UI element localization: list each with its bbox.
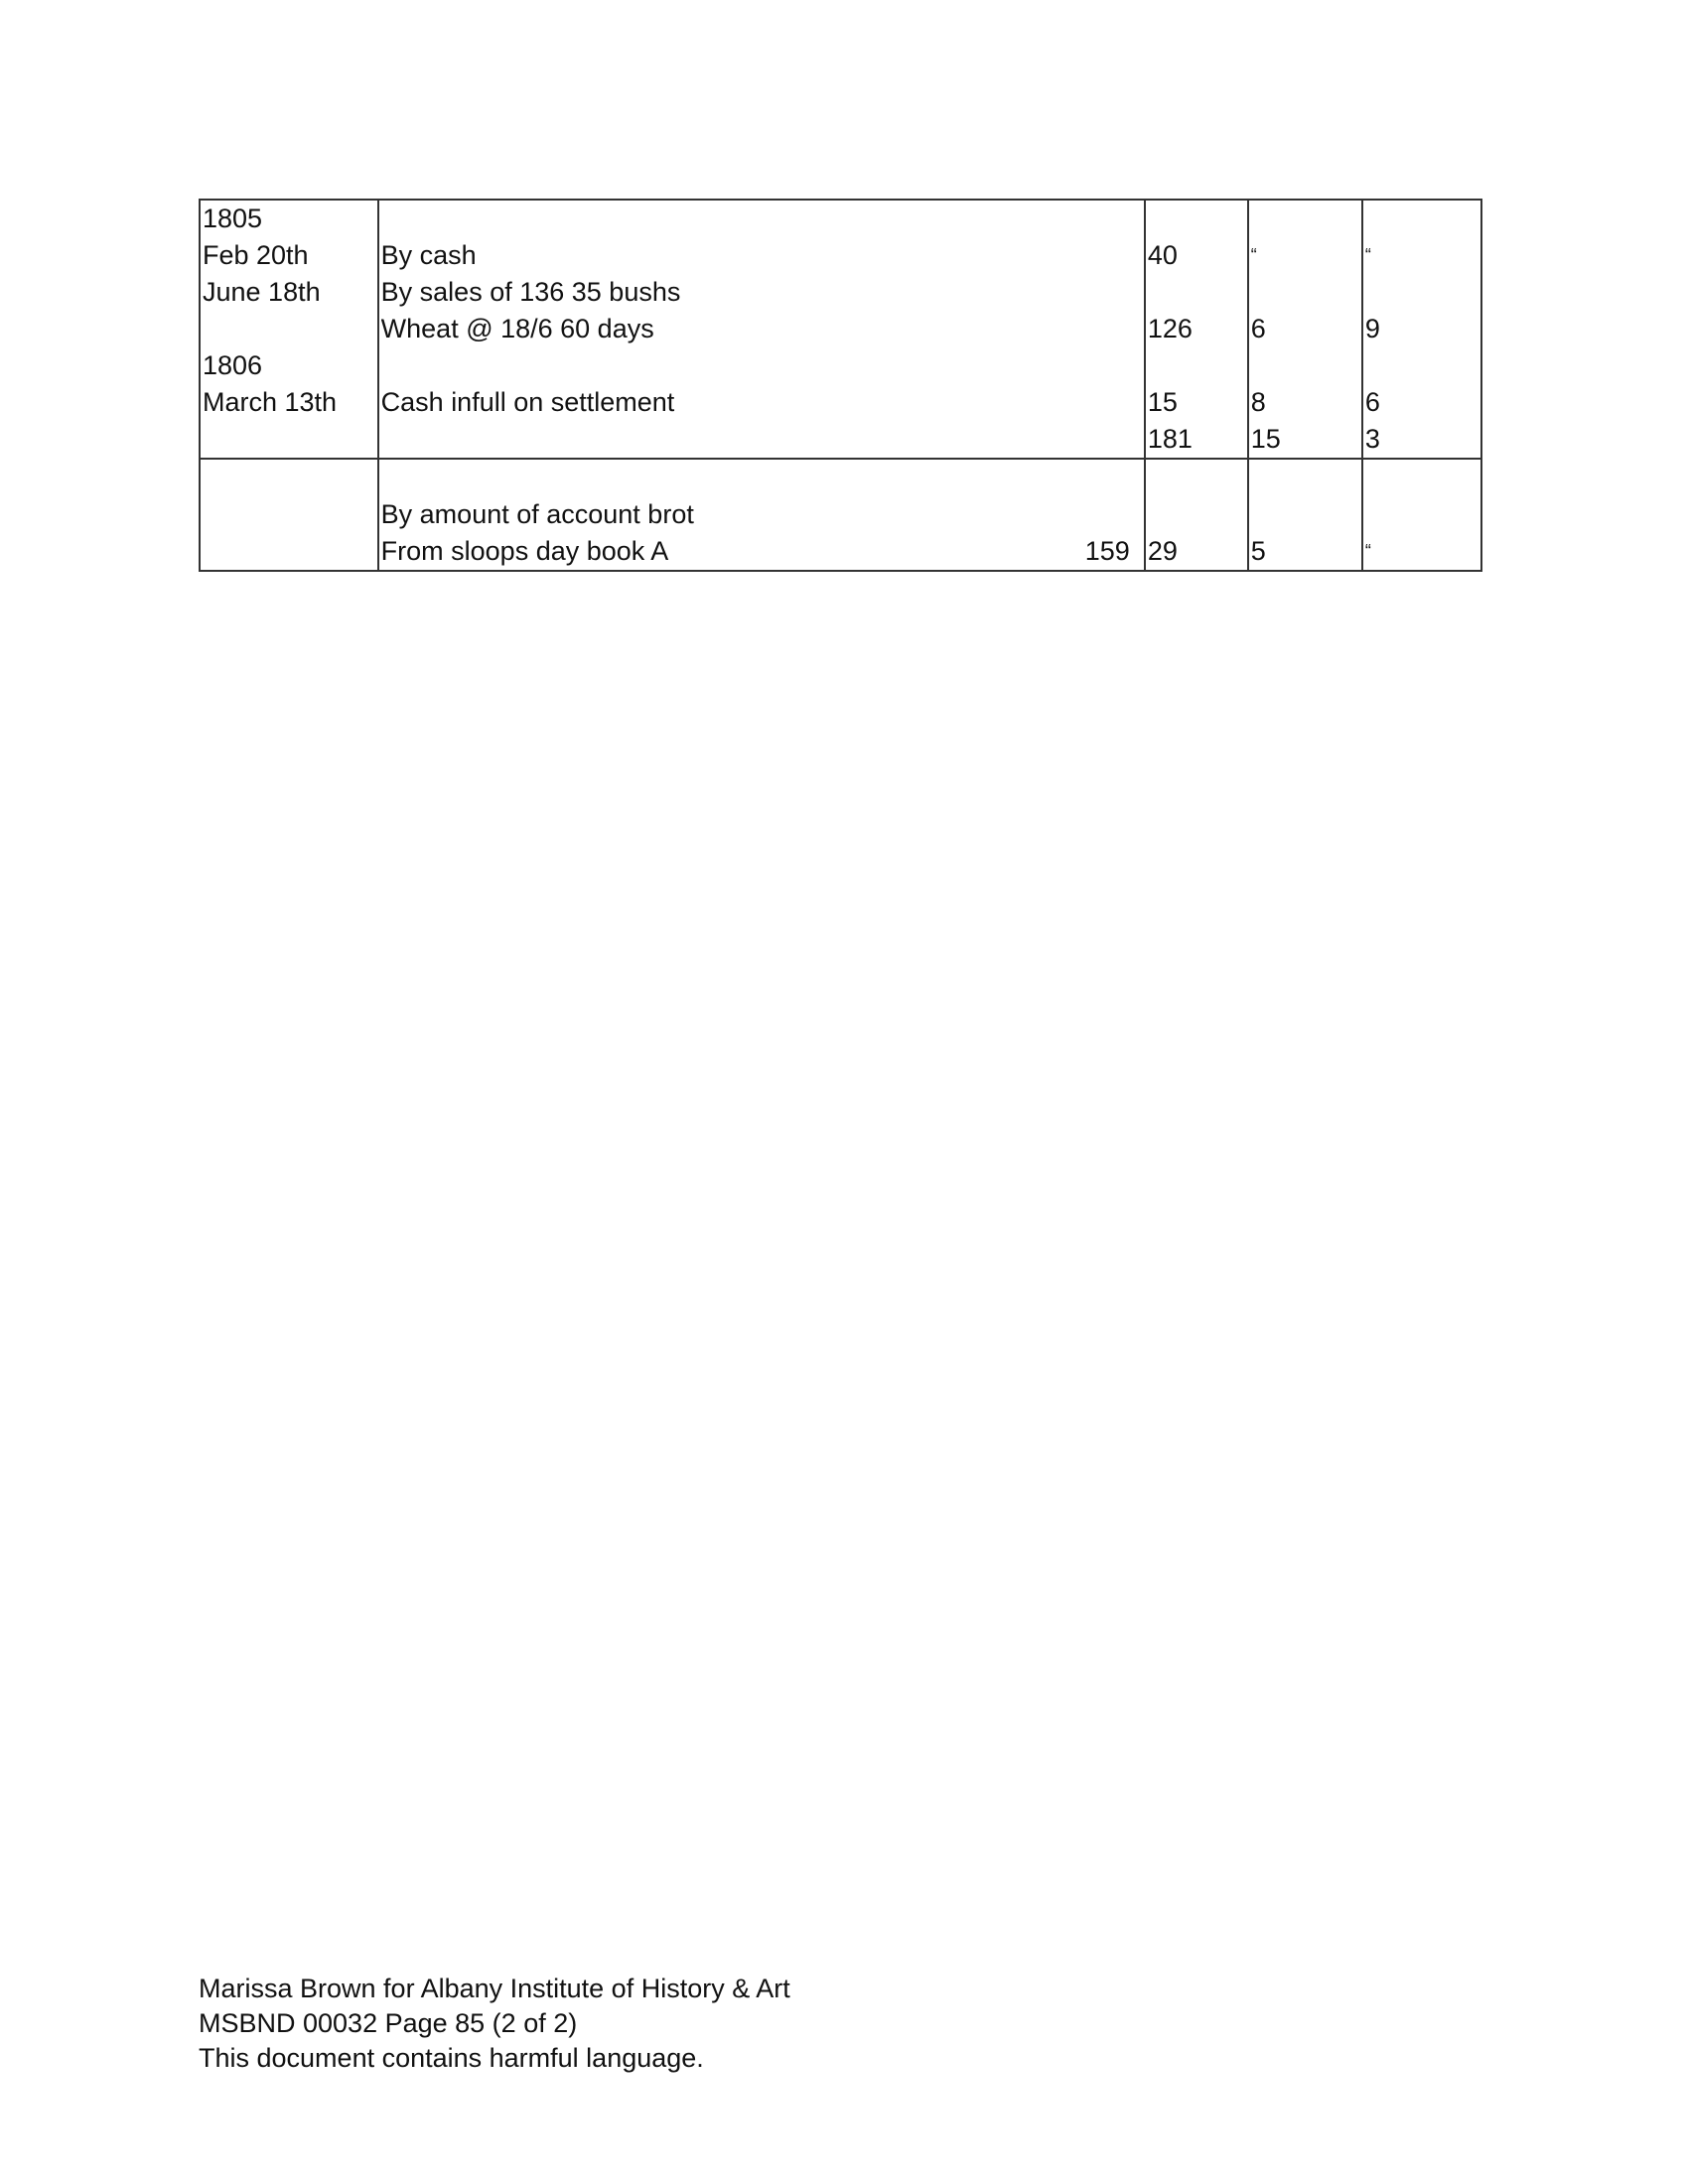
shillings-value: 6 [1250,314,1266,343]
ledger-row-carried [200,459,1481,571]
description-text: From sloops day book A [380,536,669,566]
footer-credit: Marissa Brown for Albany Institute of History & Art [199,1974,790,2003]
pence-value: 9 [1364,314,1380,343]
pence-total: 3 [1364,424,1380,454]
pence-value: 6 [1364,387,1380,417]
date-cell [200,459,378,571]
pounds-value: 40 [1147,240,1178,270]
date-line [203,311,377,347]
transcription-footer [199,1972,790,2076]
shillings-value [1251,347,1361,384]
description-line: Wheat @ 18/6 60 days [380,314,654,343]
date-line: Feb 20th [203,240,309,270]
pounds-cell [1145,459,1248,571]
pence-ditto-mark: “ [1364,541,1371,561]
footer-content-warning: This document contains harmful language. [199,2043,704,2073]
ledger-row-entries [200,200,1481,459]
description-line-with-folio [381,533,1144,570]
shillings-value: 8 [1250,387,1266,417]
shillings-cell [1248,200,1362,459]
pence-value [1365,201,1480,237]
shillings-value: 5 [1250,536,1266,566]
description-line [381,201,1144,237]
pounds-total: 181 [1147,424,1193,454]
pounds-value: 15 [1147,387,1178,417]
description-line: By sales of 136 35 bushs [380,277,681,307]
footer-document-id: MSBND 00032 Page 85 (2 of 2) [199,2008,578,2038]
pence-cell [1362,200,1481,459]
date-line [203,421,377,458]
pence-value [1365,347,1480,384]
description-line [381,347,1144,384]
shillings-value [1251,274,1361,311]
folio-number: 159 [1084,536,1130,566]
ledger-table [199,199,1482,572]
shillings-value [1251,201,1361,237]
shillings-ditto-mark: “ [1250,245,1257,265]
shillings-cell [1248,459,1362,571]
description-line: By cash [380,240,477,270]
pence-cell [1362,459,1481,571]
description-line: Cash infull on settlement [380,387,675,417]
pounds-cell [1145,200,1248,459]
description-line: By amount of account brot [380,499,694,529]
date-line: 1805 [203,204,263,233]
pounds-value [1148,274,1247,311]
date-line: 1806 [203,350,263,380]
shillings-total: 15 [1250,424,1281,454]
pounds-value [1148,201,1247,237]
date-line: June 18th [203,277,321,307]
description-cell [378,200,1145,459]
date-cell [200,200,378,459]
pounds-value: 29 [1147,536,1178,566]
description-cell [378,459,1145,571]
pounds-value: 126 [1147,314,1193,343]
pence-value [1365,274,1480,311]
date-line: March 13th [203,387,338,417]
description-line [381,421,1144,458]
pounds-value [1148,347,1247,384]
pence-ditto-mark: “ [1364,245,1371,265]
